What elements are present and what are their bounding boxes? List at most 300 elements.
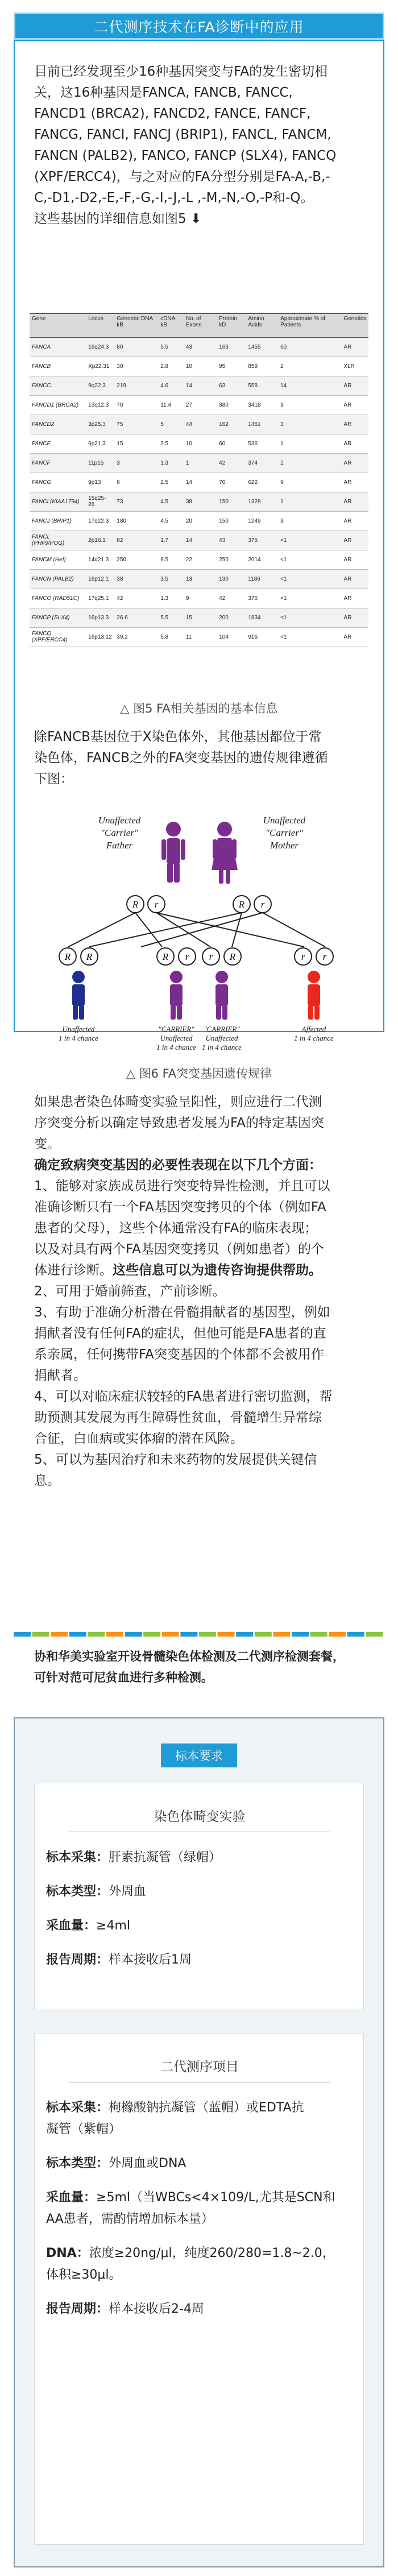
- card-row: [46, 2119, 353, 2140]
- point-line: [34, 1260, 364, 1281]
- table-cell: AR: [341, 627, 368, 647]
- table-cell: FANCI (KIAA1794): [30, 492, 86, 511]
- table-cell: 43: [184, 337, 217, 357]
- intro-paragraph: [34, 61, 364, 230]
- point-line: 息。: [34, 1473, 60, 1488]
- intro-line: 目前已经发现至少16种基因突变与FA的发生密切相: [34, 64, 328, 79]
- divider-segment: [255, 1632, 272, 1637]
- table-row: [30, 357, 368, 376]
- table-cell: FANCP (SLX4): [30, 608, 86, 627]
- gene-info-table: [30, 313, 368, 647]
- table-cell: 2: [278, 357, 341, 376]
- row-label: 采血量：: [46, 1919, 97, 1933]
- figure5-caption: △ 图5 FA相关基因的基本信息: [120, 702, 278, 715]
- table-cell: 16q24.3: [86, 337, 114, 357]
- row-label: 标本采集：: [46, 2101, 109, 2115]
- table-cell: AR: [341, 589, 368, 608]
- table-cell: 6.8: [158, 627, 184, 647]
- table-cell: 42: [114, 589, 158, 608]
- table-cell: FANCC: [30, 376, 86, 395]
- table-cell: 150: [217, 511, 246, 531]
- table-cell: <1: [278, 589, 341, 608]
- allele-label: r: [154, 899, 159, 910]
- table-row: [30, 337, 368, 357]
- divider-segment: [218, 1632, 235, 1637]
- table-cell: 622: [246, 473, 278, 492]
- table-cell: 14q21.3: [86, 550, 114, 569]
- table-cell: 1: [278, 434, 341, 453]
- row-value: ≥5ml（当WBCs<4×109/L,尤其是SCN和: [96, 2190, 335, 2205]
- table-cell: 22: [184, 550, 217, 569]
- point-text: 体进行诊断。: [34, 1263, 113, 1278]
- table-row: [30, 569, 368, 589]
- child-label: "CARRIER": [158, 1025, 194, 1033]
- row-value: 浓度≥20ng/μl，纯度260/280=1.8~2.0，: [89, 2246, 335, 2260]
- table-cell: <1: [278, 569, 341, 589]
- table-cell: 376: [246, 589, 278, 608]
- row-label: 标本类型：: [46, 1885, 109, 1899]
- table-cell: 17q22.3: [86, 511, 114, 531]
- row-value: 肝素抗凝管（绿帽）: [109, 1850, 222, 1865]
- table-cell: AR: [341, 569, 368, 589]
- table-header-cell: Amino Acids: [246, 313, 278, 337]
- table-cell: 250: [114, 550, 158, 569]
- child-group: [156, 948, 196, 1051]
- table-cell: 2p16.1: [86, 531, 114, 550]
- table-cell: Xp22.31: [86, 357, 114, 376]
- table-cell: 44: [184, 415, 217, 434]
- table-header-cell: Locus: [86, 313, 114, 337]
- allele-label: R: [238, 899, 245, 910]
- child-label: 1 in 4 chance: [156, 1043, 196, 1051]
- inheritance-line: 除FANCB基因位于X染色体外，其他基因都位于常: [34, 730, 322, 744]
- table-cell: 14: [184, 473, 217, 492]
- table-row: [30, 473, 368, 492]
- child-group: [202, 948, 242, 1051]
- table-cell: 1186: [246, 569, 278, 589]
- table-cell: FANCG: [30, 473, 86, 492]
- row-value: 外周血或DNA: [109, 2156, 186, 2171]
- table-cell: 1: [184, 453, 217, 473]
- table-cell: 2.8: [158, 357, 184, 376]
- table-row: [30, 434, 368, 453]
- table-cell: 1249: [246, 511, 278, 531]
- table-cell: AR: [341, 395, 368, 415]
- divider-segment: [106, 1632, 123, 1637]
- point-line: 4、可以对临床症状较轻的FA患者进行密切监测，帮: [34, 1389, 333, 1404]
- table-row: [30, 550, 368, 569]
- divider-segment: [14, 1632, 31, 1637]
- point-line: 捐献者。: [34, 1368, 86, 1383]
- divider-segment: [310, 1632, 327, 1637]
- table-cell: FANCN (PALB2): [30, 569, 86, 589]
- table-cell: 6.5: [158, 550, 184, 569]
- mother-label: "Carrier": [265, 827, 304, 838]
- ngs-test-card: [34, 2033, 364, 2545]
- divider-segment: [199, 1632, 216, 1637]
- divider-segment: [236, 1632, 253, 1637]
- child-figure-icon: [308, 971, 320, 1020]
- section-title-bar: [14, 13, 384, 40]
- table-cell: 9: [278, 473, 341, 492]
- card-row: [46, 1915, 353, 1937]
- allele-label: r: [260, 899, 265, 910]
- table-cell: 1455: [246, 337, 278, 357]
- table-cell: AR: [341, 453, 368, 473]
- sample-title: 标本要求: [175, 1749, 223, 1763]
- mother-label: Unaffected: [263, 815, 306, 826]
- table-cell: AR: [341, 608, 368, 627]
- point-line: 合征，白血病或实体瘤的潜在风险。: [34, 1431, 243, 1446]
- table-header-cell: cDNA kB: [158, 313, 184, 337]
- table-cell: 63: [217, 376, 246, 395]
- point-line: 捐献者没有任何FA的症状，但他可能是FA患者的直: [34, 1326, 326, 1341]
- card-row: [46, 2209, 353, 2230]
- allele-label: R: [64, 951, 71, 962]
- diagnosis-line: 如果患者染色体畸变实验呈阳性，则应进行二代测: [34, 1095, 322, 1109]
- table-cell: 162: [217, 415, 246, 434]
- point-line: 系亲属，任何携带FA突变基因的个体都不会被用作: [34, 1347, 324, 1362]
- table-cell: 82: [114, 531, 158, 550]
- child-label: 1 in 4 chance: [59, 1034, 98, 1042]
- child-figure-icon: [170, 971, 183, 1020]
- table-cell: 16p12.1: [86, 569, 114, 589]
- child-label: 1 in 4 chance: [294, 1034, 334, 1042]
- divider-segment: [292, 1632, 309, 1637]
- table-cell: 2.5: [158, 473, 184, 492]
- table-header-cell: Approximate % of Patients: [278, 313, 341, 337]
- intro-line: FANCN (PALB2), FANCO, FANCP (SLX4), FANCQ: [34, 148, 337, 163]
- table-cell: FANCD1 (BRCA2): [30, 395, 86, 415]
- table-cell: 17q25.1: [86, 589, 114, 608]
- table-cell: 6p21.3: [86, 434, 114, 453]
- table-cell: 1: [278, 492, 341, 511]
- table-cell: 95: [217, 357, 246, 376]
- table-cell: 38: [184, 492, 217, 511]
- allele-label: r: [322, 951, 327, 962]
- child-group: [59, 948, 98, 1042]
- father-label: "Carrier": [100, 827, 139, 838]
- table-cell: FANCL (PHF9/POG): [30, 531, 86, 550]
- mother-label: Mother: [270, 840, 299, 851]
- table-cell: 11.4: [158, 395, 184, 415]
- table-header-cell: Gene: [30, 313, 86, 337]
- table-cell: 2: [278, 453, 341, 473]
- table-cell: AR: [341, 511, 368, 531]
- table-cell: 43: [217, 531, 246, 550]
- table-row: [30, 492, 368, 511]
- divider-segment: [69, 1632, 86, 1637]
- table-cell: <1: [278, 608, 341, 627]
- table-cell: 10: [184, 434, 217, 453]
- row-value: 样本接收后2-4周: [109, 2302, 204, 2316]
- table-cell: AR: [341, 492, 368, 511]
- table-cell: FANCB: [30, 357, 86, 376]
- table-cell: 15q25-26: [86, 492, 114, 511]
- table-cell: 13q12.3: [86, 395, 114, 415]
- mother-figure-icon: [212, 822, 238, 884]
- child-label: "CARRIER": [204, 1025, 240, 1033]
- table-cell: 14: [184, 376, 217, 395]
- promo-text: [34, 1646, 364, 1688]
- card-title: 染色体畸变实验: [154, 1809, 246, 1824]
- table-cell: 4.5: [158, 511, 184, 531]
- table-cell: FANCE: [30, 434, 86, 453]
- table-cell: 16p13.3: [86, 608, 114, 627]
- intro-line: 这些基因的详细信息如图5 ⬇: [34, 212, 202, 226]
- card-row: [46, 2298, 353, 2320]
- table-cell: 30: [114, 357, 158, 376]
- card-row: [46, 1949, 353, 1971]
- table-cell: 3p25.3: [86, 415, 114, 434]
- point-line: 以及对具有两个FA基因突变拷贝（例如患者）的个: [34, 1242, 324, 1257]
- diagnosis-heading: 确定致病突变基因的必要性表现在以下几个方面：: [34, 1158, 322, 1173]
- table-cell: FANCO (RAD51C): [30, 589, 86, 608]
- father-figure-icon: [161, 822, 185, 883]
- table-row: [30, 376, 368, 395]
- table-cell: 2.5: [158, 434, 184, 453]
- point-line: 1、能够对家族成员进行突变特异性检测，并且可以: [34, 1179, 330, 1194]
- child-label: Affected: [301, 1025, 326, 1033]
- table-row: [30, 453, 368, 473]
- point-line: 患者的父母），这些个体通常没有FA的临床表现；: [34, 1221, 318, 1236]
- table-cell: 3: [278, 395, 341, 415]
- table-cell: 15: [184, 608, 217, 627]
- card-row: [46, 2243, 353, 2264]
- table-cell: 859: [246, 357, 278, 376]
- table-cell: 375: [246, 531, 278, 550]
- table-header-cell: Genomic DNA kB: [114, 313, 158, 337]
- table-cell: 6: [114, 473, 158, 492]
- table-cell: 9q22.3: [86, 376, 114, 395]
- child-label: Unaffected: [205, 1034, 238, 1042]
- table-cell: FANCM (Hef): [30, 550, 86, 569]
- row-value: 枸橼酸钠抗凝管（蓝帽）或EDTA抗: [109, 2101, 304, 2115]
- table-cell: 26.6: [114, 608, 158, 627]
- table-cell: 70: [114, 395, 158, 415]
- table-cell: 4.6: [158, 376, 184, 395]
- allele-label: r: [301, 951, 305, 962]
- divider-segment: [329, 1632, 346, 1637]
- row-value: 外周血: [109, 1885, 147, 1899]
- table-cell: 27: [184, 395, 217, 415]
- table-cell: 200: [217, 608, 246, 627]
- table-cell: 73: [114, 492, 158, 511]
- table-cell: 15: [114, 434, 158, 453]
- sample-title-box: [161, 1743, 237, 1767]
- table-cell: 180: [114, 511, 158, 531]
- card-row: [46, 1847, 353, 1869]
- table-cell: AR: [341, 550, 368, 569]
- divider-segment: [88, 1632, 105, 1637]
- diagnosis-line: 变。: [34, 1137, 60, 1152]
- row-value: 凝管（紫帽）: [46, 2122, 122, 2136]
- table-row: [30, 531, 368, 550]
- child-group: [294, 948, 334, 1042]
- table-cell: 42: [217, 453, 246, 473]
- row-value: 样本接收后1周: [109, 1953, 192, 1967]
- divider-segment: [366, 1632, 383, 1637]
- row-label: 采血量：: [46, 2190, 97, 2205]
- promo-line: 协和华美实验室开设骨髓染色体检测及二代测序检测套餐，: [34, 1650, 345, 1663]
- table-cell: 250: [217, 550, 246, 569]
- table-cell: 219: [114, 376, 158, 395]
- row-label: 报告周期：: [46, 2302, 109, 2316]
- table-header-cell: Protein kD: [217, 313, 246, 337]
- table-cell: AR: [341, 376, 368, 395]
- table-cell: XLR: [341, 357, 368, 376]
- table-row: [30, 608, 368, 627]
- intro-line: FANCG, FANCI, FANCJ (BRIP1), FANCL, FANCM,: [34, 127, 331, 142]
- child-label: 1 in 4 chance: [202, 1043, 242, 1051]
- decorative-divider-top: [14, 1632, 384, 1637]
- row-value: AA患者，需酌情增加标本量）: [46, 2212, 214, 2226]
- row-label: 标本采集：: [46, 1850, 109, 1865]
- table-header-cell: Genetics: [341, 313, 368, 337]
- promo-line: 可针对范可尼贫血进行多种检测。: [34, 1671, 213, 1684]
- table-cell: 70: [217, 473, 246, 492]
- table-cell: 9p13: [86, 473, 114, 492]
- table-cell: 1.3: [158, 589, 184, 608]
- inheritance-line: 染色体，FANCB之外的FA突变基因的遗传规律遵循: [34, 751, 328, 765]
- intro-line: C,-D1,-D2,-E,-F,-G,-I,-J,-L ,-M,-N,-O,-P和-Q。: [34, 190, 314, 205]
- row-label: 报告周期：: [46, 1953, 109, 1967]
- divider-segment: [125, 1632, 142, 1637]
- child-label: Unaffected: [62, 1025, 95, 1033]
- point-emphasis: 这些信息可以为遗传咨询提供帮助。: [113, 1263, 322, 1278]
- table-cell: 14: [278, 376, 341, 395]
- table-cell: 1834: [246, 608, 278, 627]
- intro-line: 关，这16种基因是FANCA, FANCB, FANCC,: [34, 85, 293, 100]
- table-cell: 20: [184, 511, 217, 531]
- table-cell: 5.5: [158, 608, 184, 627]
- table-cell: FANCD2: [30, 415, 86, 434]
- chromosome-test-card: [34, 1783, 364, 2010]
- allele-label: R: [162, 951, 169, 962]
- point-line: 准确诊断只有一个FA基因突变拷贝的个体（例如FA: [34, 1200, 326, 1215]
- allele-label: R: [229, 951, 236, 962]
- inheritance-paragraph: [34, 727, 364, 790]
- table-cell: 60: [278, 337, 341, 357]
- table-cell: 11p15: [86, 453, 114, 473]
- row-value: ≥4ml: [96, 1919, 130, 1933]
- divider-segment: [180, 1632, 197, 1637]
- allele-label: r: [209, 951, 213, 962]
- table-cell: 3: [278, 415, 341, 434]
- divider-segment: [143, 1632, 160, 1637]
- divider-segment: [51, 1632, 68, 1637]
- table-cell: 1328: [246, 492, 278, 511]
- divider-segment: [162, 1632, 179, 1637]
- table-row: [30, 589, 368, 608]
- table-cell: FANCF: [30, 453, 86, 473]
- card-title: 二代测序项目: [160, 2060, 239, 2074]
- table-cell: <1: [278, 531, 341, 550]
- divider-segment: [347, 1632, 364, 1637]
- table-cell: AR: [341, 415, 368, 434]
- table-cell: 75: [114, 415, 158, 434]
- table-cell: 163: [217, 337, 246, 357]
- inheritance-line: 下图：: [34, 772, 73, 786]
- divider-segment: [273, 1632, 290, 1637]
- table-row: [30, 415, 368, 434]
- table-cell: 374: [246, 453, 278, 473]
- father-label: Father: [106, 840, 133, 851]
- table-cell: 150: [217, 492, 246, 511]
- allele-label: R: [86, 951, 93, 962]
- section-title: 二代测序技术在FA诊断中的应用: [94, 19, 304, 35]
- table-cell: 5: [158, 415, 184, 434]
- inheritance-lines: [68, 913, 325, 947]
- allele-label: r: [185, 951, 189, 962]
- table-cell: AR: [341, 473, 368, 492]
- table-cell: 9: [184, 589, 217, 608]
- child-label: Unaffected: [160, 1034, 193, 1042]
- table-cell: 16p13.12: [86, 627, 114, 647]
- inheritance-pedigree-diagram: [34, 807, 364, 1063]
- point-line: 2、可用于婚前筛查，产前诊断。: [34, 1284, 226, 1299]
- point-line: 5、可以为基因治疗和未来药物的发展提供关键信: [34, 1452, 317, 1467]
- card-row: [46, 2187, 353, 2209]
- table-cell: 558: [246, 376, 278, 395]
- table-cell: AR: [341, 337, 368, 357]
- allele-label: R: [132, 899, 139, 910]
- table-cell: 3418: [246, 395, 278, 415]
- table-cell: 3: [114, 453, 158, 473]
- card-row: [46, 1881, 353, 1903]
- table-cell: 1.3: [158, 453, 184, 473]
- table-cell: 38: [114, 569, 158, 589]
- table-cell: FANCA: [30, 337, 86, 357]
- card-row: [46, 2153, 353, 2175]
- diagnosis-line: 序突变分析以确定导致患者发展为FA的特定基因突: [34, 1116, 324, 1130]
- table-cell: 60: [217, 434, 246, 453]
- row-value: 体积≥30μl。: [46, 2268, 122, 2282]
- table-cell: 14: [184, 531, 217, 550]
- table-cell: 916: [246, 627, 278, 647]
- figure6-caption: △ 图6 FA突变基因遗传规律: [126, 1067, 272, 1080]
- table-cell: <1: [278, 627, 341, 647]
- table-row: [30, 395, 368, 415]
- table-cell: 130: [217, 569, 246, 589]
- table-cell: 4.5: [158, 492, 184, 511]
- table-cell: 5.5: [158, 337, 184, 357]
- table-cell: 104: [217, 627, 246, 647]
- card-row: [46, 2264, 353, 2286]
- table-cell: 39.2: [114, 627, 158, 647]
- intro-line: FANCD1 (BRCA2), FANCD2, FANCE, FANCF,: [34, 106, 311, 121]
- card-row: [46, 2097, 353, 2119]
- point-line: 助预测其发展为再生障碍性贫血，骨髓增生异常综: [34, 1410, 322, 1425]
- table-cell: 3.5: [158, 569, 184, 589]
- father-label: Unaffected: [98, 815, 141, 826]
- table-cell: 380: [217, 395, 246, 415]
- table-cell: 536: [246, 434, 278, 453]
- table-row: [30, 627, 368, 647]
- table-cell: 11: [184, 627, 217, 647]
- child-figure-icon: [72, 971, 85, 1020]
- table-cell: 1.7: [158, 531, 184, 550]
- point-line: 3、有助于准确分析潜在骨髓捐献者的基因型，例如: [34, 1305, 330, 1320]
- table-cell: 80: [114, 337, 158, 357]
- table-cell: 13: [184, 569, 217, 589]
- table-cell: 42: [217, 589, 246, 608]
- table-cell: 2014: [246, 550, 278, 569]
- table-cell: 1451: [246, 415, 278, 434]
- table-cell: <1: [278, 550, 341, 569]
- table-cell: AR: [341, 531, 368, 550]
- table-row: [30, 511, 368, 531]
